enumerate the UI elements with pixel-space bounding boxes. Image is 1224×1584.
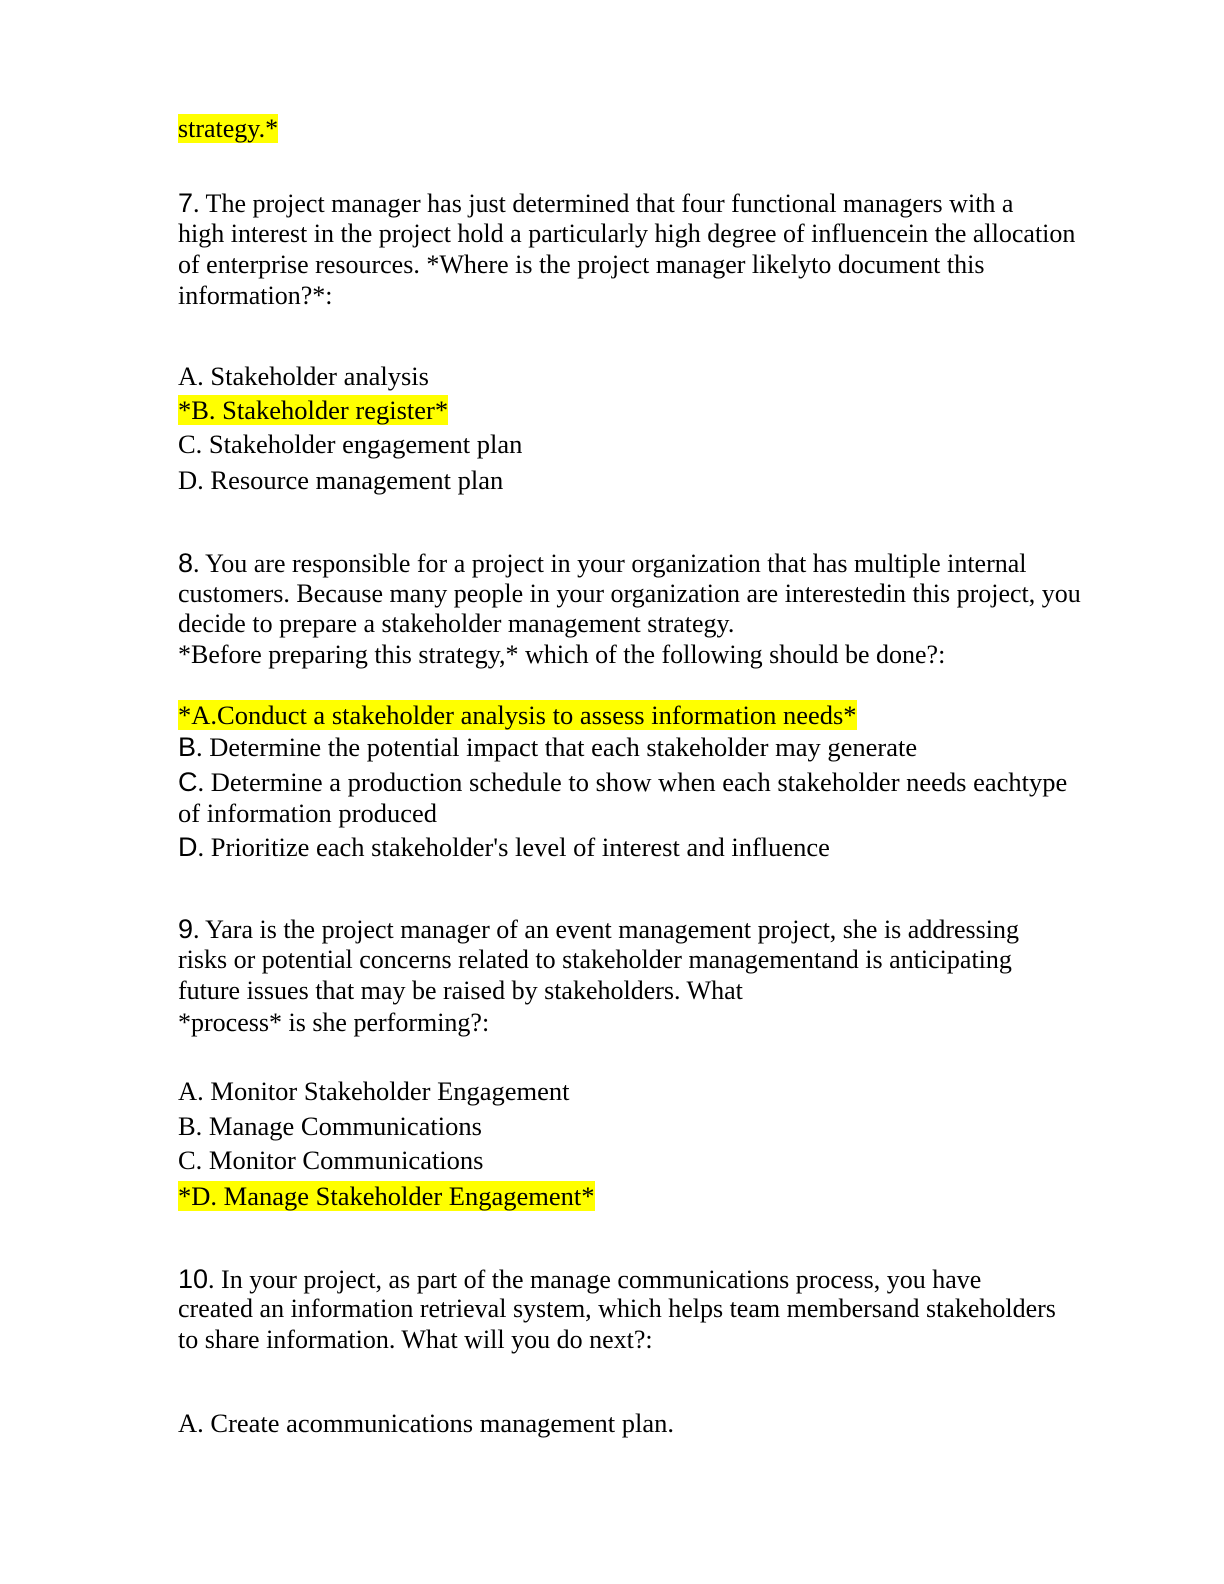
question-stem-line: *Before preparing this strategy,* which of the following should be done?: xyxy=(178,640,946,669)
option-c-continuation: of information produced xyxy=(178,798,438,828)
option-b xyxy=(178,395,448,426)
question-stem-line: information?*: xyxy=(178,281,333,310)
option-b: B. Manage Communications xyxy=(178,1111,482,1141)
question-stem-line: created an information retrieval system, which helps team membersand stakeholders xyxy=(178,1294,1056,1323)
option-d: D. Prioritize each stakeholder's level of interest and influence xyxy=(178,832,830,862)
question-stem-line: future issues that may be raised by stakeholders. What xyxy=(178,976,743,1005)
question-number: 8 xyxy=(178,548,194,578)
question-number: 7 xyxy=(178,188,194,218)
question-stem-line: customers. Because many people in your organization are interestedin this project, you xyxy=(178,579,1081,608)
question-number: 10 xyxy=(178,1264,209,1294)
option-a: A. Create acommunications management plan. xyxy=(178,1408,674,1438)
option-c: C. Stakeholder engagement plan xyxy=(178,429,523,459)
highlighted-answer: strategy.* xyxy=(178,114,279,143)
option-letter: C xyxy=(178,767,198,797)
question-stem-line: risks or potential concerns related to stakeholder managementand is anticipating xyxy=(178,945,1012,974)
option-b: B. Determine the potential impact that each stakeholder may generate xyxy=(178,732,918,762)
question-stem-line: high interest in the project hold a particularly high degree of influencein the allocation xyxy=(178,219,1076,248)
question-stem-line: 9. Yara is the project manager of an event management project, she is addressing xyxy=(178,914,1019,944)
question-stem-line: of enterprise resources. *Where is the project manager likelyto document this xyxy=(178,250,985,279)
question-stem-line: 7. The project manager has just determined that four functional managers with a xyxy=(178,188,1014,218)
highlighted-answer: *B. Stakeholder register* xyxy=(178,395,449,425)
option-d xyxy=(178,1181,595,1212)
continuation-text xyxy=(178,114,278,145)
option-a: A. Monitor Stakeholder Engagement xyxy=(178,1076,570,1106)
option-a: A. Stakeholder analysis xyxy=(178,361,429,391)
option-a xyxy=(178,700,857,731)
highlighted-answer: *D. Manage Stakeholder Engagement* xyxy=(178,1181,595,1211)
question-stem-line: 8. You are responsible for a project in your organization that has multiple internal xyxy=(178,548,1027,578)
option-c: C. Determine a production schedule to show when each stakeholder needs eachtype xyxy=(178,767,1068,797)
option-letter: D xyxy=(178,832,198,862)
highlighted-answer: *A.Conduct a stakeholder analysis to assess information needs* xyxy=(178,700,857,730)
question-stem-line: to share information. What will you do next?: xyxy=(178,1325,653,1354)
question-stem-line: 10. In your project, as part of the manage communications process, you have xyxy=(178,1264,982,1294)
question-stem-line: decide to prepare a stakeholder management strategy. xyxy=(178,609,735,638)
option-letter: B xyxy=(178,732,197,762)
option-d: D. Resource management plan xyxy=(178,465,504,495)
option-c: C. Monitor Communications xyxy=(178,1145,484,1175)
question-stem-line: *process* is she performing?: xyxy=(178,1008,490,1037)
question-number: 9 xyxy=(178,914,194,944)
